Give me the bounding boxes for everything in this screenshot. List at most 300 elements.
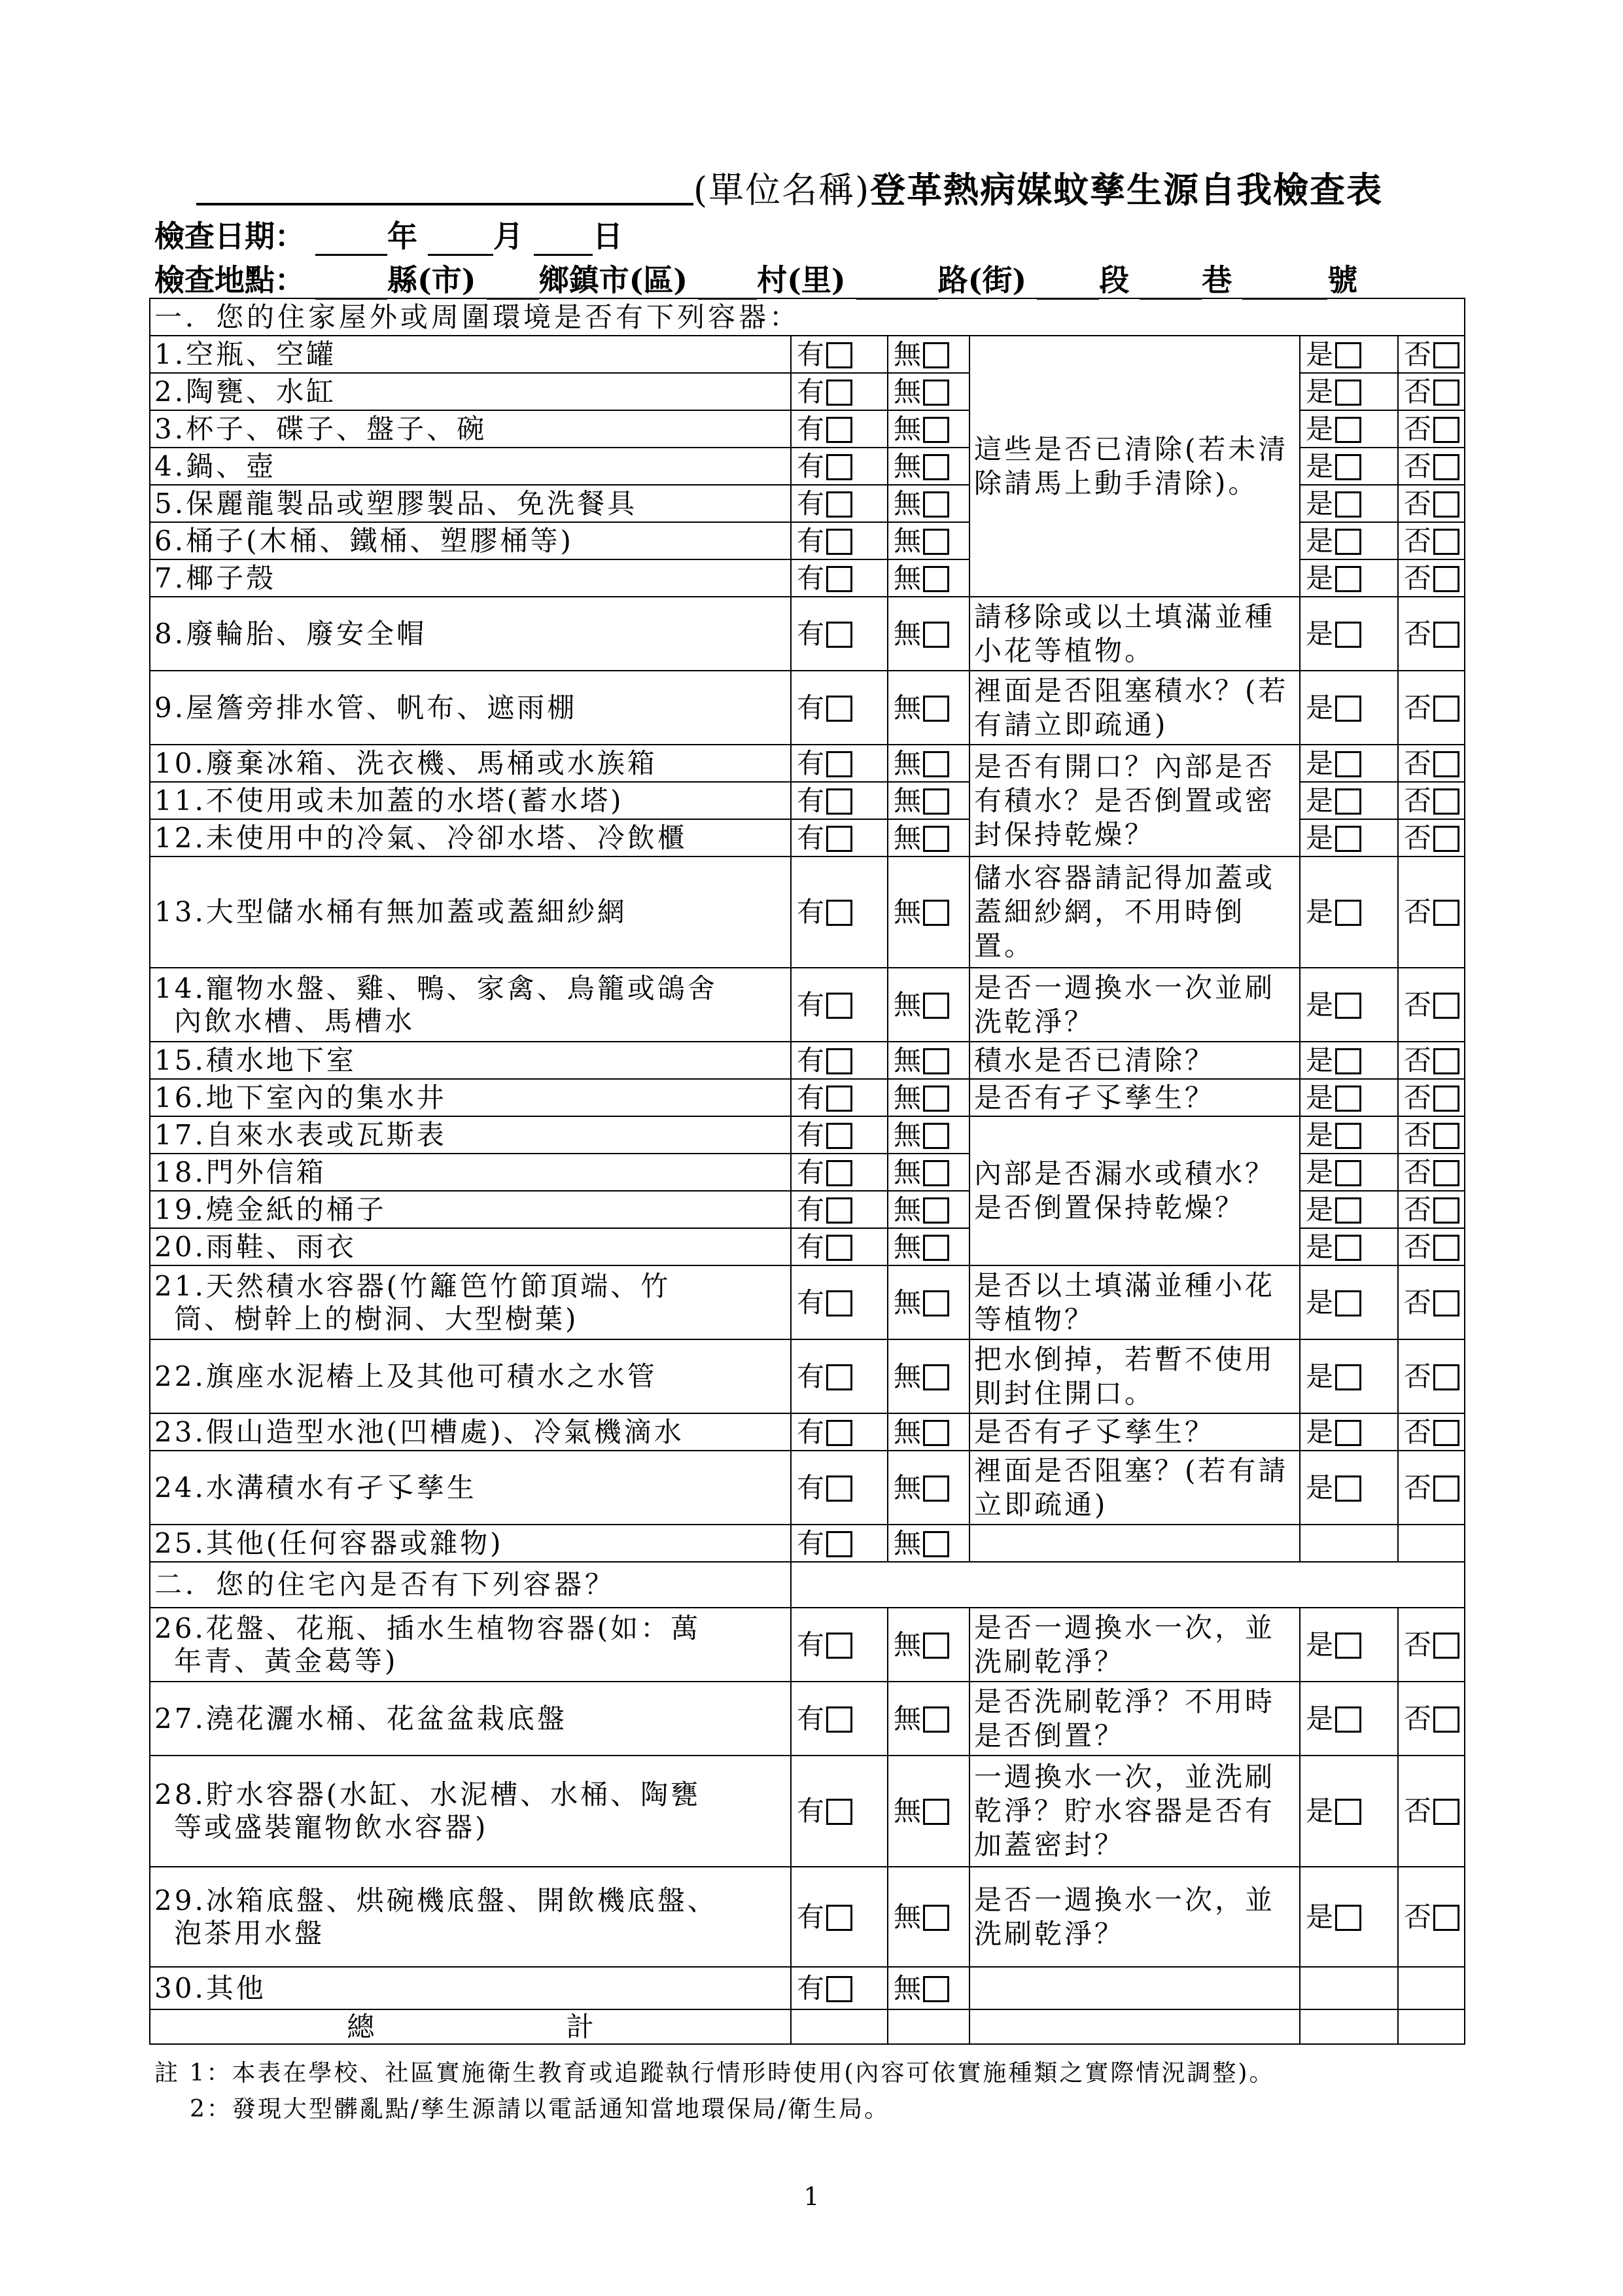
yes-checkbox[interactable]: [1335, 696, 1361, 722]
empty-cell: [969, 1967, 1300, 2009]
none-option: 無: [888, 1228, 969, 1265]
item-label: [150, 968, 791, 1042]
have-checkbox[interactable]: [826, 1905, 852, 1931]
no-checkbox[interactable]: [1433, 1235, 1459, 1261]
have-option: 有: [791, 1756, 888, 1867]
table-row: [150, 1339, 1465, 1413]
form-title-text: 登革熱病媒蚊孳生源自我檢查表: [870, 169, 1384, 211]
no-checkbox[interactable]: [1433, 900, 1459, 926]
day-label: 日: [593, 219, 623, 254]
have-option: 有: [791, 336, 888, 373]
have-checkbox[interactable]: [826, 1086, 852, 1112]
none-checkbox[interactable]: [923, 1290, 949, 1316]
have-option: 有: [791, 1339, 888, 1413]
unit-name-blank[interactable]: [196, 164, 693, 205]
table-row: [150, 1682, 1465, 1756]
no-checkbox[interactable]: [1433, 1086, 1459, 1112]
none-option: 無: [888, 1154, 969, 1191]
none-option: 無: [888, 1413, 969, 1451]
no-checkbox[interactable]: [1433, 1364, 1459, 1390]
item-label: 9.屋簷旁排水管、帆布、遮雨棚: [150, 671, 791, 745]
item-label: 20.雨鞋、雨衣: [150, 1228, 791, 1265]
none-option: 無: [888, 1525, 969, 1562]
table-row: [150, 745, 1465, 782]
date-label: 檢查日期：: [154, 219, 305, 254]
yes-option: 是: [1300, 597, 1398, 671]
table-row: [150, 1265, 1465, 1339]
no-checkbox[interactable]: [1433, 1197, 1459, 1224]
village-blank[interactable]: [698, 269, 757, 300]
have-option: 有: [791, 373, 888, 410]
none-checkbox[interactable]: [923, 1633, 949, 1659]
section-heading: 一．您的住家屋外或周圍環境是否有下列容器：: [150, 298, 1465, 336]
yes-checkbox[interactable]: [1335, 622, 1361, 648]
yes-checkbox[interactable]: [1335, 1364, 1361, 1390]
yes-checkbox[interactable]: [1335, 1086, 1361, 1112]
number-blank[interactable]: [1242, 269, 1327, 300]
have-checkbox[interactable]: [826, 826, 852, 852]
item-label: 13.大型儲水桶有無加蓋或蓋細紗網: [150, 857, 791, 968]
none-option: 無: [888, 1265, 969, 1339]
have-option: 有: [791, 1525, 888, 1562]
yes-option: 是: [1300, 745, 1398, 782]
yes-option: 是: [1300, 410, 1398, 448]
yes-checkbox[interactable]: [1335, 1048, 1361, 1074]
no-checkbox[interactable]: [1433, 454, 1459, 480]
action-note: 是否以土填滿並種小花等植物？: [969, 1265, 1300, 1339]
have-option: 有: [791, 1079, 888, 1116]
no-checkbox[interactable]: [1433, 1290, 1459, 1316]
action-note: 是否有孑孓孳生？: [969, 1413, 1300, 1451]
none-checkbox[interactable]: [923, 529, 949, 555]
have-checkbox[interactable]: [826, 751, 852, 777]
yes-option: 是: [1300, 1339, 1398, 1413]
have-checkbox[interactable]: [826, 1235, 852, 1261]
no-checkbox[interactable]: [1433, 1475, 1459, 1502]
yes-option: 是: [1300, 485, 1398, 522]
item-line-cont: 內飲水槽、馬槽水: [174, 1004, 415, 1037]
have-option: 有: [791, 968, 888, 1042]
empty-cell: [1398, 1525, 1465, 1562]
item-label: 23.假山造型水池(凹槽處)、冷氣機滴水: [150, 1413, 791, 1451]
yes-checkbox[interactable]: [1335, 788, 1361, 815]
have-option: 有: [791, 857, 888, 968]
none-option: 無: [888, 782, 969, 819]
table-row: [150, 968, 1465, 1042]
table-row: [150, 1079, 1465, 1116]
yes-checkbox[interactable]: [1335, 1160, 1361, 1186]
table-row: [150, 1413, 1465, 1451]
have-option: 有: [791, 410, 888, 448]
no-checkbox[interactable]: [1433, 417, 1459, 443]
yes-option: 是: [1300, 559, 1398, 597]
table-row: [150, 1867, 1465, 1967]
no-checkbox[interactable]: [1433, 826, 1459, 852]
have-checkbox[interactable]: [826, 993, 852, 1019]
have-checkbox[interactable]: [826, 900, 852, 926]
no-option: 否: [1398, 1154, 1465, 1191]
no-option: 否: [1398, 1265, 1465, 1339]
none-checkbox[interactable]: [923, 491, 949, 518]
item-line: 28.貯水容器(水缸、水泥槽、水桶、陶甕: [154, 1778, 701, 1810]
section-blank[interactable]: [1037, 269, 1099, 300]
item-label: 12.未使用中的冷氣、冷卻水塔、冷飲櫃: [150, 819, 791, 857]
no-checkbox[interactable]: [1433, 491, 1459, 518]
yes-option: 是: [1300, 373, 1398, 410]
road-label: 路(街): [937, 262, 1027, 298]
no-option: 否: [1398, 1339, 1465, 1413]
none-checkbox[interactable]: [923, 1048, 949, 1074]
have-checkbox[interactable]: [826, 1976, 852, 2002]
action-note: 請移除或以土填滿並種小花等植物。: [969, 597, 1300, 671]
section-label: 段: [1099, 262, 1130, 298]
number-label: 號: [1327, 262, 1358, 298]
have-option: 有: [791, 1608, 888, 1682]
have-checkbox[interactable]: [826, 1706, 852, 1733]
have-option: 有: [791, 1116, 888, 1154]
yes-checkbox[interactable]: [1335, 1290, 1361, 1316]
table-row: [150, 671, 1465, 745]
none-option: 無: [888, 1867, 969, 1967]
yes-option: 是: [1300, 1191, 1398, 1228]
none-checkbox[interactable]: [923, 1706, 949, 1733]
action-note: 這些是否已清除(若未清除請馬上動手清除)。: [969, 336, 1300, 597]
inspection-date-row: [154, 213, 623, 256]
have-checkbox[interactable]: [826, 1531, 852, 1557]
item-label: 18.門外信箱: [150, 1154, 791, 1191]
table-row: [150, 1451, 1465, 1525]
have-checkbox[interactable]: [826, 1160, 852, 1186]
no-option: 否: [1398, 819, 1465, 857]
no-checkbox[interactable]: [1433, 1905, 1459, 1931]
yes-checkbox[interactable]: [1335, 826, 1361, 852]
yes-checkbox[interactable]: [1335, 1905, 1361, 1931]
no-option: 否: [1398, 1079, 1465, 1116]
month-label: 月: [493, 219, 524, 254]
item-label: 24.水溝積水有孑孓孳生: [150, 1451, 791, 1525]
yes-checkbox[interactable]: [1335, 454, 1361, 480]
inspection-location-row: [154, 256, 1357, 300]
county-blank[interactable]: [315, 269, 387, 300]
none-option: 無: [888, 1339, 969, 1413]
have-checkbox[interactable]: [826, 1364, 852, 1390]
no-option: 否: [1398, 1867, 1465, 1967]
item-line: 21.天然積水容器(竹籬笆竹節頂端、竹: [154, 1269, 671, 1302]
action-note: 內部是否漏水或積水？是否倒置保持乾燥？: [969, 1116, 1300, 1265]
have-checkbox[interactable]: [826, 491, 852, 518]
none-checkbox[interactable]: [923, 417, 949, 443]
yes-checkbox[interactable]: [1335, 491, 1361, 518]
action-note: 是否洗刷乾淨？不用時是否倒置？: [969, 1682, 1300, 1756]
yes-checkbox[interactable]: [1335, 566, 1361, 592]
none-checkbox[interactable]: [923, 900, 949, 926]
yes-option: 是: [1300, 336, 1398, 373]
total-none-cell: [888, 2009, 969, 2044]
item-label: 11.不使用或未加蓋的水塔(蓄水塔): [150, 782, 791, 819]
none-option: 無: [888, 1682, 969, 1756]
no-checkbox[interactable]: [1433, 788, 1459, 815]
no-option: 否: [1398, 1413, 1465, 1451]
no-option: 否: [1398, 448, 1465, 485]
none-option: 無: [888, 745, 969, 782]
lane-label: 巷: [1202, 262, 1232, 298]
no-checkbox[interactable]: [1433, 1420, 1459, 1446]
none-checkbox[interactable]: [923, 1531, 949, 1557]
have-option: 有: [791, 1682, 888, 1756]
year-blank[interactable]: [315, 225, 387, 256]
item-label: 17.自來水表或瓦斯表: [150, 1116, 791, 1154]
none-checkbox[interactable]: [923, 993, 949, 1019]
item-label: 3.杯子、碟子、盤子、碗: [150, 410, 791, 448]
yes-checkbox[interactable]: [1335, 529, 1361, 555]
no-checkbox[interactable]: [1433, 1048, 1459, 1074]
no-option: 否: [1398, 1191, 1465, 1228]
yes-checkbox[interactable]: [1335, 1123, 1361, 1149]
yes-option: 是: [1300, 968, 1398, 1042]
action-note: 是否有孑孓孳生？: [969, 1079, 1300, 1116]
no-option: 否: [1398, 410, 1465, 448]
yes-option: 是: [1300, 671, 1398, 745]
yes-option: 是: [1300, 1867, 1398, 1967]
item-label: 19.燒金紙的桶子: [150, 1191, 791, 1228]
have-option: 有: [791, 485, 888, 522]
have-checkbox[interactable]: [826, 622, 852, 648]
action-note: 是否有開口？內部是否有積水？是否倒置或密封保持乾燥？: [969, 745, 1300, 857]
have-checkbox[interactable]: [826, 1048, 852, 1074]
item-label: [150, 1608, 791, 1682]
yes-option: 是: [1300, 1116, 1398, 1154]
none-option: 無: [888, 1967, 969, 2009]
action-note: 是否一週換水一次並刷洗乾淨？: [969, 968, 1300, 1042]
none-checkbox[interactable]: [923, 342, 949, 368]
none-option: 無: [888, 410, 969, 448]
no-option: 否: [1398, 1608, 1465, 1682]
no-checkbox[interactable]: [1433, 622, 1459, 648]
no-checkbox[interactable]: [1433, 1160, 1459, 1186]
none-checkbox[interactable]: [923, 1364, 949, 1390]
none-checkbox[interactable]: [923, 1123, 949, 1149]
no-checkbox[interactable]: [1433, 529, 1459, 555]
footnote-2: 2：發現大型髒亂點/孳生源請以電話通知當地環保局/衛生局。: [190, 2096, 890, 2123]
have-checkbox[interactable]: [826, 1197, 852, 1224]
yes-option: 是: [1300, 448, 1398, 485]
none-option: 無: [888, 522, 969, 559]
action-note: 積水是否已清除？: [969, 1042, 1300, 1079]
yes-option: 是: [1300, 819, 1398, 857]
have-checkbox[interactable]: [826, 1290, 852, 1316]
none-option: 無: [888, 336, 969, 373]
no-checkbox[interactable]: [1433, 380, 1459, 406]
have-option: 有: [791, 597, 888, 671]
table-row: [150, 336, 1465, 373]
none-option: 無: [888, 485, 969, 522]
none-checkbox[interactable]: [923, 751, 949, 777]
none-option: 無: [888, 1042, 969, 1079]
no-checkbox[interactable]: [1433, 1123, 1459, 1149]
have-checkbox[interactable]: [826, 1799, 852, 1825]
table-row: [150, 1116, 1465, 1154]
have-option: 有: [791, 1967, 888, 2009]
empty-cell: [969, 1525, 1300, 1562]
have-option: 有: [791, 1413, 888, 1451]
total-row: [150, 2009, 1465, 2044]
none-option: 無: [888, 597, 969, 671]
have-checkbox[interactable]: [826, 696, 852, 722]
no-checkbox[interactable]: [1433, 993, 1459, 1019]
no-option: 否: [1398, 745, 1465, 782]
total-have-cell: [791, 2009, 888, 2044]
yes-checkbox[interactable]: [1335, 380, 1361, 406]
none-option: 無: [888, 1608, 969, 1682]
no-option: 否: [1398, 559, 1465, 597]
item-label: [150, 1265, 791, 1339]
item-label: [150, 1756, 791, 1867]
none-checkbox[interactable]: [923, 696, 949, 722]
none-option: 無: [888, 671, 969, 745]
table-row: [150, 857, 1465, 968]
no-checkbox[interactable]: [1433, 696, 1459, 722]
none-checkbox[interactable]: [923, 788, 949, 815]
none-checkbox[interactable]: [923, 566, 949, 592]
empty-cell: [1300, 1967, 1398, 2009]
yes-checkbox[interactable]: [1335, 900, 1361, 926]
no-checkbox[interactable]: [1433, 1799, 1459, 1825]
have-option: 有: [791, 1154, 888, 1191]
have-checkbox[interactable]: [826, 1123, 852, 1149]
no-option: 否: [1398, 522, 1465, 559]
have-checkbox[interactable]: [826, 380, 852, 406]
item-label: 2.陶甕、水缸: [150, 373, 791, 410]
yes-option: 是: [1300, 1413, 1398, 1451]
none-option: 無: [888, 1191, 969, 1228]
total-no-cell: [1398, 2009, 1465, 2044]
have-checkbox[interactable]: [826, 788, 852, 815]
yes-checkbox[interactable]: [1335, 993, 1361, 1019]
none-checkbox[interactable]: [923, 1799, 949, 1825]
no-option: 否: [1398, 1451, 1465, 1525]
have-option: 有: [791, 745, 888, 782]
empty-cell: [1398, 1967, 1465, 2009]
have-option: 有: [791, 448, 888, 485]
item-line-cont: 等或盛裝寵物飲水容器): [174, 1811, 489, 1843]
month-blank[interactable]: [428, 225, 493, 256]
township-blank[interactable]: [487, 269, 539, 300]
none-checkbox[interactable]: [923, 1235, 949, 1261]
yes-checkbox[interactable]: [1335, 1706, 1361, 1733]
yes-checkbox[interactable]: [1335, 1197, 1361, 1224]
unit-name-label: (單位名稱): [693, 169, 871, 211]
none-checkbox[interactable]: [923, 1905, 949, 1931]
no-checkbox[interactable]: [1433, 342, 1459, 368]
none-checkbox[interactable]: [923, 454, 949, 480]
yes-checkbox[interactable]: [1335, 1235, 1361, 1261]
table-row: [150, 1608, 1465, 1682]
no-option: 否: [1398, 1228, 1465, 1265]
none-option: 無: [888, 1116, 969, 1154]
item-line-cont: 筒、樹幹上的樹洞、大型樹葉): [174, 1302, 579, 1335]
yes-option: 是: [1300, 782, 1398, 819]
none-checkbox[interactable]: [923, 1475, 949, 1502]
have-option: 有: [791, 1042, 888, 1079]
village-label: 村(里): [757, 262, 846, 298]
have-checkbox[interactable]: [826, 1420, 852, 1446]
township-label: 鄉鎮市(區): [538, 262, 688, 298]
have-option: 有: [791, 1191, 888, 1228]
yes-option: 是: [1300, 1042, 1398, 1079]
table-row: [150, 1967, 1465, 2009]
none-checkbox[interactable]: [923, 1197, 949, 1224]
yes-checkbox[interactable]: [1335, 417, 1361, 443]
form-title: [693, 162, 1383, 213]
yes-checkbox[interactable]: [1335, 751, 1361, 777]
no-option: 否: [1398, 782, 1465, 819]
action-note: 一週換水一次，並洗刷乾淨？貯水容器是否有加蓋密封？: [969, 1756, 1300, 1867]
none-checkbox[interactable]: [923, 826, 949, 852]
have-checkbox[interactable]: [826, 342, 852, 368]
item-label: 25.其他(任何容器或雜物): [150, 1525, 791, 1562]
item-line: 29.冰箱底盤、烘碗機底盤、開飲機底盤、: [154, 1884, 718, 1916]
no-checkbox[interactable]: [1433, 1633, 1459, 1659]
no-option: 否: [1398, 1756, 1465, 1867]
item-label: 6.桶子(木桶、鐵桶、塑膠桶等): [150, 522, 791, 559]
yes-option: 是: [1300, 1756, 1398, 1867]
have-checkbox[interactable]: [826, 529, 852, 555]
lane-blank[interactable]: [1140, 269, 1202, 300]
none-checkbox[interactable]: [923, 1420, 949, 1446]
have-checkbox[interactable]: [826, 1475, 852, 1502]
none-checkbox[interactable]: [923, 1976, 949, 2002]
section-heading-row: [150, 1562, 1465, 1608]
none-checkbox[interactable]: [923, 380, 949, 406]
no-option: 否: [1398, 1682, 1465, 1756]
road-blank[interactable]: [856, 269, 938, 300]
empty-cell: [969, 2009, 1300, 2044]
have-option: 有: [791, 782, 888, 819]
item-label: [150, 1867, 791, 1967]
item-line: 26.花盤、花瓶、插水生植物容器(如：萬: [154, 1612, 701, 1644]
none-checkbox[interactable]: [923, 622, 949, 648]
item-label: 16.地下室內的集水井: [150, 1079, 791, 1116]
item-line-cont: 泡茶用水盤: [174, 1916, 325, 1949]
no-option: 否: [1398, 1116, 1465, 1154]
have-checkbox[interactable]: [826, 1633, 852, 1659]
none-option: 無: [888, 857, 969, 968]
have-option: 有: [791, 1867, 888, 1967]
action-note: 裡面是否阻塞？(若有請立即疏通): [969, 1451, 1300, 1525]
no-checkbox[interactable]: [1433, 1706, 1459, 1733]
action-note: 裡面是否阻塞積水？(若有請立即疏通): [969, 671, 1300, 745]
yes-option: 是: [1300, 1451, 1398, 1525]
item-label: 30.其他: [150, 1967, 791, 2009]
yes-checkbox[interactable]: [1335, 1475, 1361, 1502]
section-heading-row: [150, 298, 1465, 336]
table-row: [150, 1756, 1465, 1867]
have-checkbox[interactable]: [826, 566, 852, 592]
yes-option: 是: [1300, 1079, 1398, 1116]
no-checkbox[interactable]: [1433, 566, 1459, 592]
none-checkbox[interactable]: [923, 1160, 949, 1186]
none-option: 無: [888, 1451, 969, 1525]
yes-checkbox[interactable]: [1335, 1633, 1361, 1659]
yes-checkbox[interactable]: [1335, 342, 1361, 368]
day-blank[interactable]: [534, 225, 593, 256]
yes-checkbox[interactable]: [1335, 1420, 1361, 1446]
have-checkbox[interactable]: [826, 454, 852, 480]
have-checkbox[interactable]: [826, 417, 852, 443]
yes-checkbox[interactable]: [1335, 1799, 1361, 1825]
none-checkbox[interactable]: [923, 1086, 949, 1112]
no-checkbox[interactable]: [1433, 751, 1459, 777]
